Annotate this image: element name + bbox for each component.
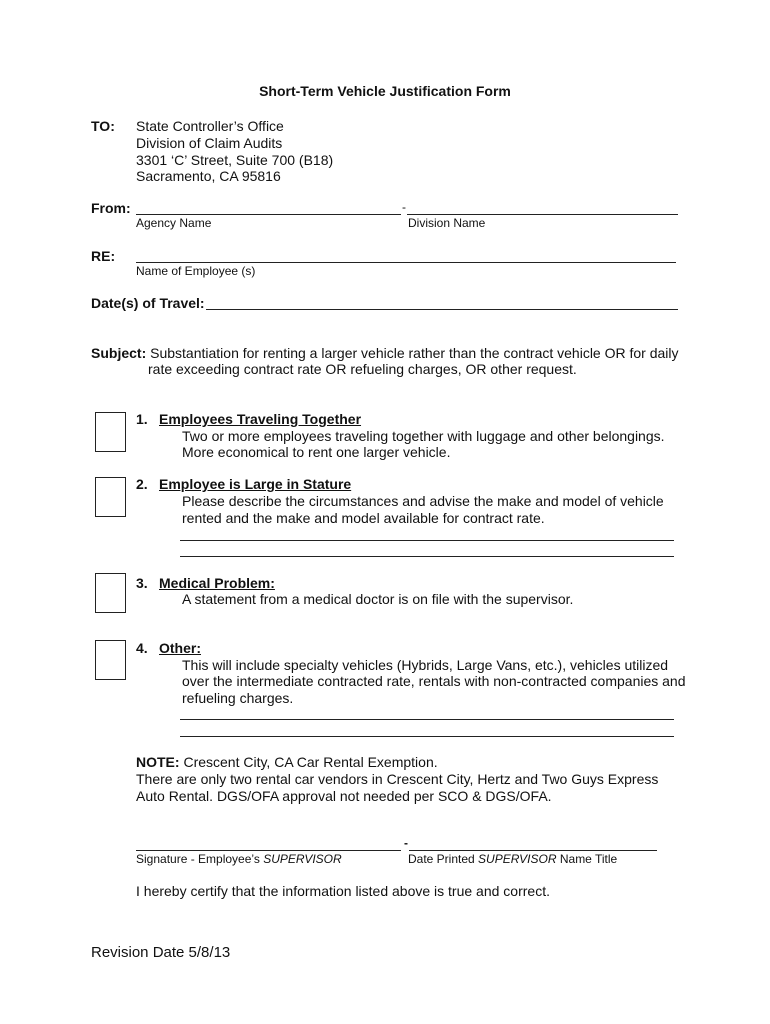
note-line-3: Auto Rental. DGS/OFA approval not needed per SCO & DGS/OFA. <box>136 788 552 804</box>
note-line-2: There are only two rental car vendors in Crescent City, Hertz and Two Guys Express <box>136 771 659 787</box>
option-3-heading: Medical Problem: <box>159 575 275 591</box>
agency-name-field[interactable] <box>136 214 401 215</box>
option-2-number: 2. <box>136 476 148 492</box>
employee-name-field[interactable] <box>136 262 676 263</box>
supervisor-signature-field[interactable] <box>136 850 401 851</box>
option-4-number: 4. <box>136 640 148 656</box>
option-1-heading: Employees Traveling Together <box>159 411 362 427</box>
option-1-checkbox[interactable] <box>95 412 126 452</box>
revision-date: Revision Date 5/8/13 <box>91 944 231 961</box>
certification-statement: I hereby certify that the information listed above is true and correct. <box>136 883 550 899</box>
option-4-description-field[interactable] <box>180 719 674 720</box>
option-4-heading: Other: <box>159 640 201 656</box>
division-name-caption: Division Name <box>408 216 486 230</box>
note-line-1 <box>136 754 438 771</box>
to-address-line: Sacramento, CA 95816 <box>136 168 281 184</box>
signature-dash: - <box>404 836 408 850</box>
option-2-checkbox[interactable] <box>95 477 126 517</box>
note-label: NOTE: <box>136 754 180 770</box>
option-4-description-field[interactable] <box>180 736 674 737</box>
employee-name-caption: Name of Employee (s) <box>136 264 256 278</box>
option-1-text: Two or more employees traveling together with luggage and other belongings. <box>182 428 665 444</box>
option-4-text: refueling charges. <box>182 690 294 706</box>
option-1-number: 1. <box>136 411 148 427</box>
option-4-text: This will include specialty vehicles (Hybrids, Large Vans, etc.), vehicles utilized <box>182 657 669 673</box>
signature-caption <box>136 852 342 866</box>
option-4-text: over the intermediate contracted rate, rentals with non-contracted companies and <box>182 673 686 689</box>
name-title-caption-prefix: Date Printed <box>408 852 479 866</box>
name-title-caption <box>408 852 617 866</box>
subject-text: Substantiation for renting a larger vehicle rather than the contract vehicle OR for daily <box>150 345 679 361</box>
option-2-text: Please describe the circumstances and advise the make and model of vehicle <box>182 493 664 509</box>
to-address-line: State Controller’s Office <box>136 118 284 134</box>
note-text: Crescent City, CA Car Rental Exemption. <box>183 754 438 770</box>
form-title: Short-Term Vehicle Justification Form <box>259 83 511 99</box>
travel-dates-label: Date(s) of Travel: <box>91 295 205 311</box>
to-address-line: 3301 ‘C’ Street, Suite 700 (B18) <box>136 152 334 168</box>
option-3-number: 3. <box>136 575 148 591</box>
option-2-description-field[interactable] <box>180 556 674 557</box>
from-label: From: <box>91 200 131 216</box>
agency-name-caption: Agency Name <box>136 216 212 230</box>
to-address-line: Division of Claim Audits <box>136 135 283 151</box>
option-3-text: A statement from a medical doctor is on file with the supervisor. <box>182 591 574 607</box>
subject-line-1 <box>91 345 679 362</box>
supervisor-name-title-field[interactable] <box>409 850 657 851</box>
to-label: TO: <box>91 118 115 134</box>
option-2-heading: Employee is Large in Stature <box>159 476 352 492</box>
signature-caption-prefix: Signature - Employee’s <box>136 852 264 866</box>
travel-dates-field[interactable] <box>206 309 678 310</box>
name-title-caption-suffix: Name Title <box>556 852 618 866</box>
signature-caption-emph: SUPERVISOR <box>263 852 342 866</box>
division-name-field[interactable] <box>407 214 678 215</box>
option-2-text: rented and the make and model available for contract rate. <box>182 510 545 526</box>
subject-line-2: rate exceeding contract rate OR refueling charges, OR other request. <box>148 361 577 377</box>
option-2-description-field[interactable] <box>180 540 674 541</box>
subject-label: Subject: <box>91 345 147 361</box>
option-3-checkbox[interactable] <box>95 573 126 613</box>
name-title-caption-emph: SUPERVISOR <box>478 852 557 866</box>
from-dash: - <box>402 200 406 214</box>
option-1-text: More economical to rent one larger vehicle. <box>182 444 451 460</box>
option-4-checkbox[interactable] <box>95 640 126 680</box>
re-label: RE: <box>91 248 116 264</box>
